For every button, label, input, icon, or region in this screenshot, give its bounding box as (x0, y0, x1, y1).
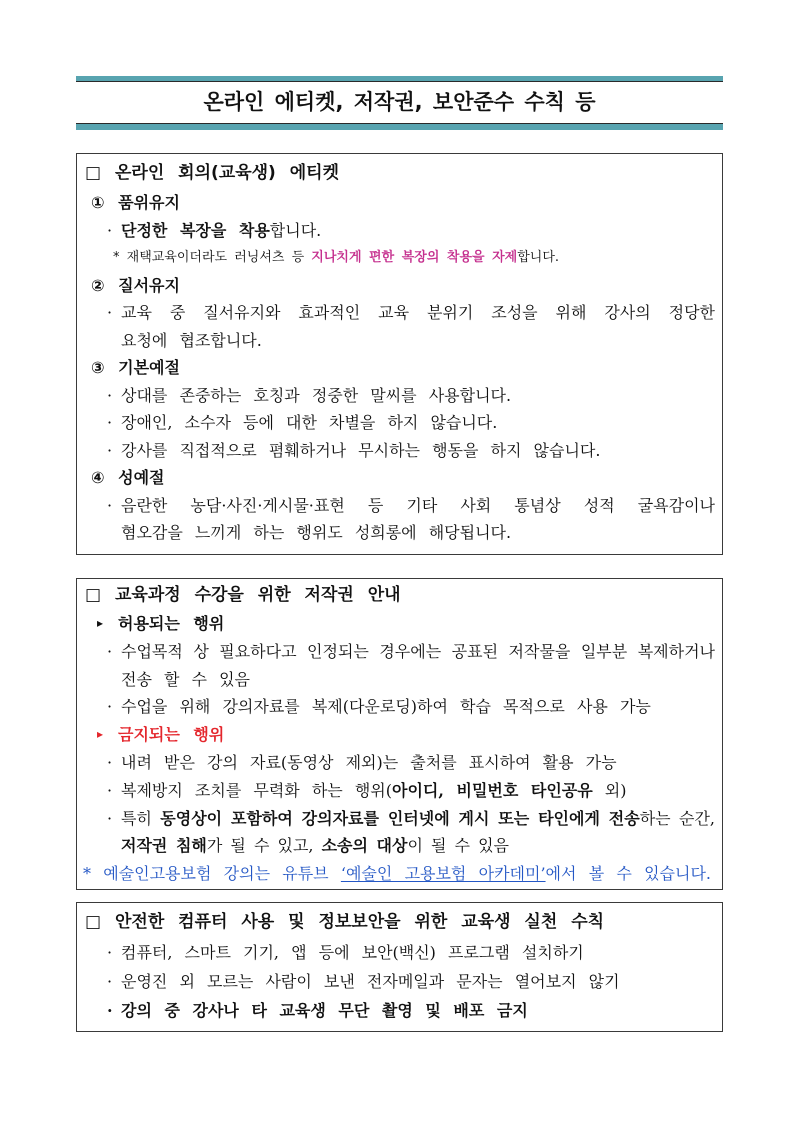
prohibited-item-3-line-2 (77, 832, 722, 860)
manners-item (77, 382, 722, 410)
manners-subheading: ③ 기본예절 (91, 358, 180, 377)
manners-item-text: 상대를 존중하는 호칭과 정중한 말씨를 사용합니다. (121, 385, 512, 405)
bullet-dot: · (107, 943, 113, 962)
dignity-note-after: 합니다. (517, 250, 560, 265)
security-section-box (76, 902, 723, 1032)
bullet-dot: · (107, 780, 113, 800)
prohibited-item-3-line-1 (77, 805, 722, 833)
prohibited-item-3-mid: 가 될 수 있고, (206, 836, 322, 856)
prohibited-category (77, 721, 722, 749)
bullet-dot: · (107, 385, 113, 405)
prohibited-item-2-bold: 아이디, 비밀번호 타인공유 (391, 780, 593, 800)
order-item-line-2: 요청에 협조합니다. (121, 330, 262, 350)
bullet-dot: · (107, 303, 113, 322)
bullet-dot: · (107, 495, 113, 515)
manners-item (77, 437, 722, 465)
security-item-text: 강의 중 강사나 타 교육생 무단 촬영 및 배포 금지 (121, 1001, 528, 1020)
security-item (77, 996, 722, 1025)
document-title: 온라인 에티켓, 저작권, 보안준수 수칙 등 (203, 90, 596, 114)
copyright-section-box (76, 578, 723, 890)
bullet-dot: · (107, 641, 113, 661)
dignity-note-highlight: 지나치게 편한 복장의 착용을 자제 (311, 250, 518, 265)
security-item-text: 컴퓨터, 스마트 기기, 앱 등에 보안(백신) 프로그램 설치하기 (121, 943, 584, 962)
document-title-band (76, 76, 723, 130)
title-bottom-teal-rule (76, 124, 723, 130)
bullet-dot: · (107, 697, 113, 717)
manners-item-text: 강사를 직접적으로 폄훼하거나 무시하는 행동을 하지 않습니다. (121, 440, 601, 460)
security-item-text: 운영진 외 모르는 사람이 보낸 전자메일과 문자는 열어보지 않기 (121, 972, 620, 991)
order-item-line-1 (77, 299, 722, 327)
sexual-etiquette-item-line-2: 혐오감을 느끼게 하는 행위도 성희롱에 해당됩니다. (121, 523, 512, 542)
prohibited-item-3-after: 하는 순간, (639, 808, 715, 828)
youtube-academy-note (77, 860, 722, 888)
sexual-etiquette-item-text-1: 음란한 농담·사진·게시물·표현 등 기타 사회 통념상 성적 굴욕감이나 (121, 495, 715, 515)
security-heading: □ 안전한 컴퓨터 사용 및 정보보안을 위한 교육생 실천 수칙 (85, 912, 605, 932)
dignity-note-before: * 재택교육이더라도 러닝셔츠 등 (113, 250, 312, 265)
youtube-note-before: * 예술인고용보험 강의는 유튜브 (83, 864, 341, 884)
lawsuit-target-bold: 소송의 대상 (321, 836, 408, 856)
prohibited-item-2-after: 외) (592, 780, 627, 800)
sexual-etiquette-item-line-1 (77, 492, 722, 520)
prohibited-item-1-text: 내려 받은 강의 자료(동영상 제외)는 출처를 표시하여 활용 가능 (121, 752, 617, 772)
copyright-heading: □ 교육과정 수강을 위한 저작권 안내 (85, 585, 401, 605)
dignity-item (77, 217, 722, 245)
prohibited-category-label: 금지되는 행위 (118, 725, 225, 745)
manners-item (77, 409, 722, 437)
dignity-item-bold: 단정한 복장을 착용 (121, 220, 270, 240)
allowed-item-2 (77, 693, 722, 721)
manners-item-text: 장애인, 소수자 등에 대한 차별을 하지 않습니다. (121, 413, 498, 432)
youtube-academy-name: ‘예술인 고용보험 아카데미’ (340, 864, 546, 884)
prohibited-item-1 (77, 749, 722, 777)
sexual-etiquette-subheading: ④ 성예절 (91, 468, 165, 487)
allowed-category (77, 610, 722, 638)
triangle-bullet-icon: ▸ (97, 727, 104, 742)
etiquette-section-box (76, 153, 723, 555)
dignity-note (77, 244, 722, 272)
allowed-category-label: 허용되는 행위 (118, 614, 225, 633)
allowed-item-1-text-1: 수업목적 상 필요하다고 인정되는 경우에는 공표된 저작물을 일부분 복제하거나 (121, 641, 715, 661)
prohibited-item-2 (77, 777, 722, 805)
prohibited-item-3-end: 이 될 수 있음 (407, 836, 509, 856)
bullet-dot: · (107, 808, 113, 828)
bullet-dot: · (107, 220, 113, 240)
dignity-subheading: ① 품위유지 (91, 193, 180, 212)
order-item-text-1: 교육 중 질서유지와 효과적인 교육 분위기 조성을 위해 강사의 정당한 (121, 303, 715, 322)
bullet-dot: · (107, 752, 113, 772)
dignity-item-rest: 합니다. (269, 220, 322, 240)
order-subheading: ② 질서유지 (91, 275, 180, 295)
allowed-item-1-line-2: 전송 할 수 있음 (121, 669, 250, 689)
bullet-dot: · (107, 1001, 113, 1020)
copyright-infringement-bold: 저작권 침해 (121, 836, 207, 856)
security-item (77, 967, 722, 996)
bullet-dot: · (107, 440, 113, 460)
allowed-item-2-text: 수업을 위해 강의자료를 복제(다운로딩)하여 학습 목적으로 사용 가능 (121, 697, 651, 717)
etiquette-heading: □ 온라인 회의(교육생) 에티켓 (85, 163, 339, 183)
security-item (77, 938, 722, 967)
bullet-dot: · (107, 972, 113, 991)
bullet-dot: · (107, 413, 113, 432)
prohibited-item-3-before: 특히 (121, 808, 161, 828)
prohibited-item-2-before: 복제방지 조치를 무력화 하는 행위( (121, 780, 392, 800)
allowed-item-1-line-1 (77, 638, 722, 666)
youtube-note-after: 에서 볼 수 있습니다. (545, 864, 711, 884)
triangle-bullet-icon: ▸ (97, 616, 104, 630)
prohibited-item-3-bold: 동영상이 포함하여 강의자료를 인터넷에 게시 또는 타인에게 전송 (160, 808, 640, 828)
